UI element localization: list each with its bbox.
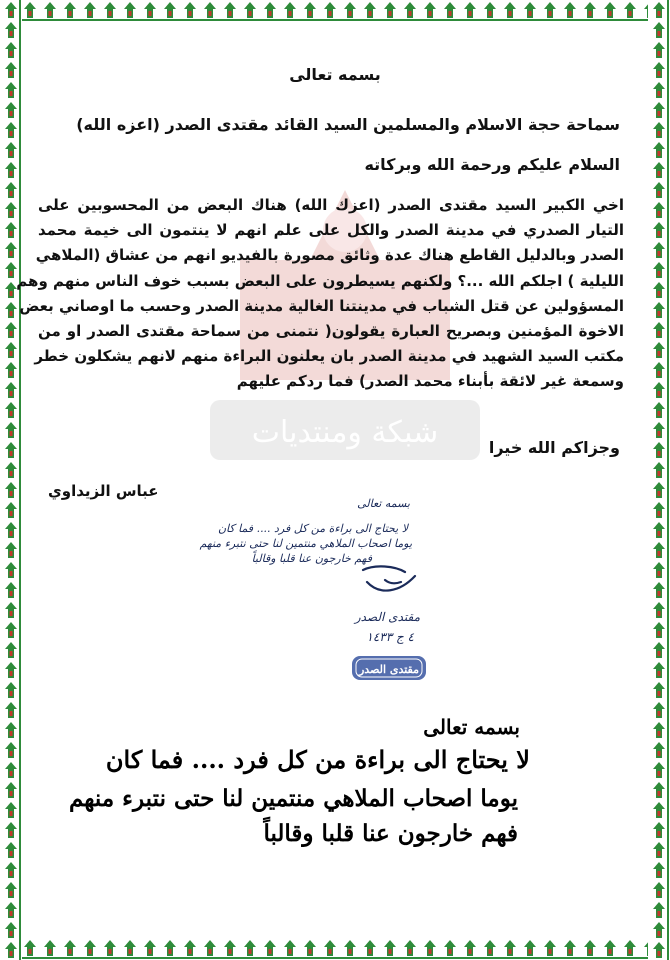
transcription-line: يوما اصحاب الملاهي منتمين لنا حتى نتبرء منهم bbox=[69, 785, 518, 812]
border-pattern bbox=[0, 0, 22, 960]
letter-addressee: سماحة حجة الاسلام والمسلمين السيد القائد مقتدى الصدر (اعزه الله) bbox=[76, 115, 620, 134]
border-pattern bbox=[648, 0, 670, 960]
decorative-border-left bbox=[0, 0, 22, 960]
letter-body bbox=[16, 193, 624, 395]
handwritten-reply-line: يوما اصحاب الملاهي منتمين لنا حتى نتبرء منهم bbox=[199, 537, 412, 550]
body-line: الاخوة المؤمنين وبصريح العبارة يقولون( نتمنى من سماحة مقتدى الصدر او من bbox=[38, 322, 624, 341]
body-line: التيار الصدري في مدينة الصدر والكل على علم انهم لا ينتمون الى خيمة محمد bbox=[38, 221, 624, 240]
letter-greeting: السلام عليكم ورحمة الله وبركاته bbox=[364, 155, 620, 174]
decorative-border-bottom bbox=[0, 938, 670, 960]
body-line: الصدر وبالدليل القاطع هناك عدة وثائق مصورة بالفيديو انهم من عشاق (الملاهي bbox=[35, 246, 624, 265]
transcription-line: بسمه تعالى bbox=[423, 715, 520, 739]
body-line: المسؤولين عن قتل الشباب في مدينتنا الغالية مدينة الصدر وحسب ما اوصاني بعض bbox=[19, 296, 624, 315]
border-pattern bbox=[0, 0, 670, 22]
body-line: مكتب السيد الشهيد في مدينة الصدر بان يعلنون البراءة منهم لانهم يشكلون خطر bbox=[34, 347, 624, 366]
body-line: وسمعة غير لائقة بأبناء محمد الصدر) فما ردكم عليهم bbox=[236, 372, 624, 391]
transcription-line: فهم خارجون عنا قلبا وقالباً bbox=[263, 820, 518, 847]
body-line: الليلية ) اجلكم الله ...؟ ولكنهم يسيطرون على البعض بسبب خوف الناس منهم وهم bbox=[16, 271, 624, 290]
letter-closing: وجزاكم الله خيرا bbox=[488, 438, 620, 457]
decorative-border-right bbox=[648, 0, 670, 960]
border-pattern bbox=[0, 938, 670, 960]
transcription-line: لا يحتاج الى براءة من كل فرد .... فما كان bbox=[105, 745, 530, 774]
body-line: اخي الكبير السيد مقتدى الصدر (اعزك الله) هناك البعض من المحسوبين على bbox=[38, 196, 624, 214]
handwritten-reply-line: بسمه تعالى bbox=[357, 497, 410, 510]
handwritten-reply-line: فهم خارجون عنا قلبا وقالباً bbox=[251, 552, 372, 565]
official-stamp bbox=[350, 653, 428, 683]
watermark-text: شبكة ومنتديات bbox=[251, 415, 439, 450]
handwritten-signature bbox=[355, 562, 425, 602]
letter-signer: عباس الزيداوي bbox=[48, 482, 159, 500]
handwritten-reply-line: لا يحتاج الى براءة من كل فرد .... فما كان bbox=[217, 522, 408, 535]
signature-name: مقتدى الصدر bbox=[354, 610, 420, 624]
stamp-text: مقتدى الصدر bbox=[358, 663, 420, 676]
decorative-border-top bbox=[0, 0, 670, 22]
letter-title: بسمه تعالى bbox=[289, 65, 381, 84]
signature-date: ٤ ج ١٤٣٣ bbox=[366, 630, 414, 644]
